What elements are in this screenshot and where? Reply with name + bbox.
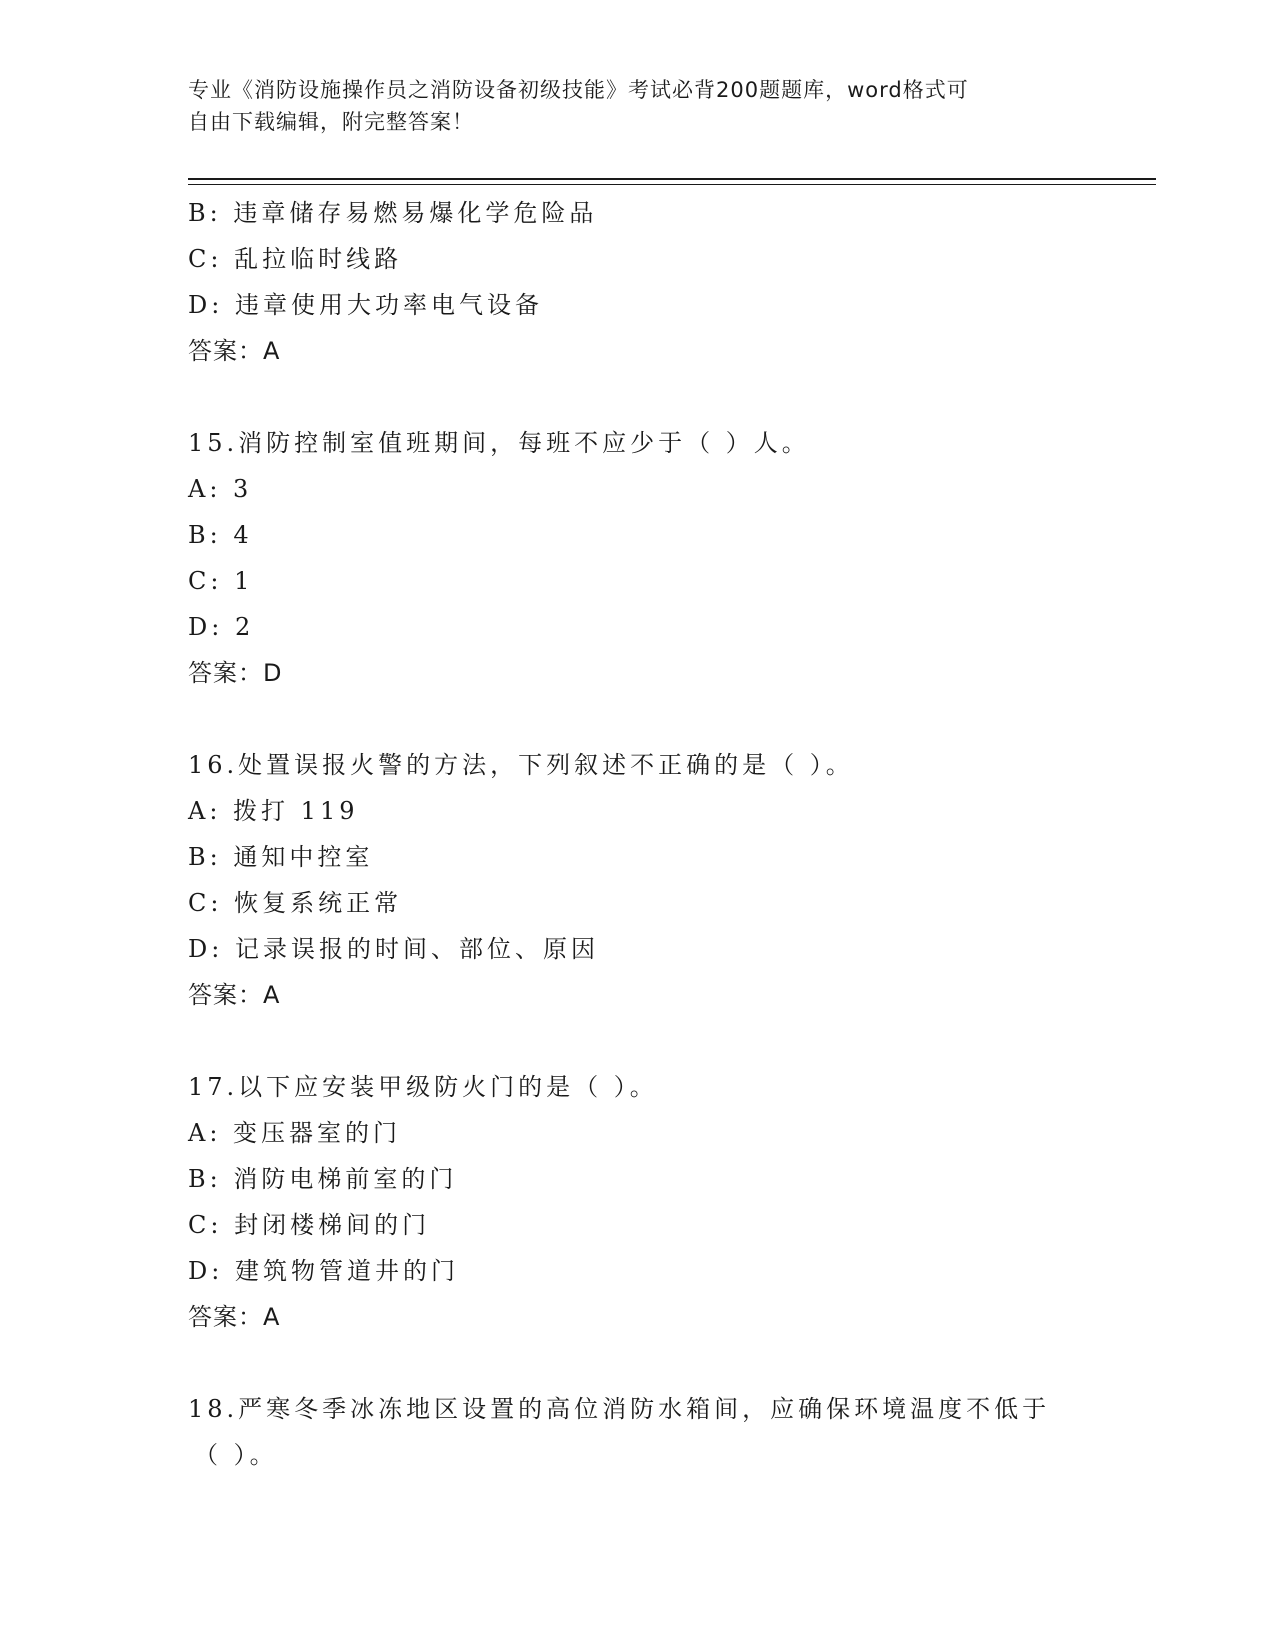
option-a: A: 3 xyxy=(188,475,253,503)
question-block-18 xyxy=(188,1386,1128,1478)
option-b: B: 违章储存易燃易爆化学危险品 xyxy=(188,199,598,227)
question-stem-continuation: （ ）。 xyxy=(194,1441,278,1469)
question-block-14-continued xyxy=(188,190,1128,374)
option-d: D: 记录误报的时间、部位、原因 xyxy=(188,935,599,963)
option-b: B: 4 xyxy=(188,521,253,549)
question-stem: 18.严寒冬季冰冻地区设置的高位消防水箱间，应确保环境温度不低于 xyxy=(188,1395,1051,1423)
answer-line: 答案：A xyxy=(188,981,281,1009)
option-a: A: 拨打 119 xyxy=(188,797,359,825)
answer-line: 答案：A xyxy=(188,1303,281,1331)
option-c: C: 1 xyxy=(188,567,254,595)
question-block-17 xyxy=(188,1064,1128,1340)
question-stem: 15.消防控制室值班期间，每班不应少于（ ）人。 xyxy=(188,429,810,457)
question-block-15 xyxy=(188,420,1128,696)
header-divider-thin xyxy=(188,184,1156,185)
option-d: D: 建筑物管道井的门 xyxy=(188,1257,459,1285)
question-block-16 xyxy=(188,742,1128,1018)
header-title-line-1: 专业《消防设施操作员之消防设备初级技能》考试必背200题题库，word格式可 xyxy=(188,78,969,102)
document-header xyxy=(188,74,1078,138)
spacer xyxy=(188,1340,1128,1386)
option-b: B: 通知中控室 xyxy=(188,843,374,871)
answer-line: 答案：D xyxy=(188,659,283,687)
option-b: B: 消防电梯前室的门 xyxy=(188,1165,458,1193)
option-d: D: 2 xyxy=(188,613,255,641)
question-stem: 16.处置误报火警的方法，下列叙述不正确的是（ ）。 xyxy=(188,751,854,779)
spacer xyxy=(188,696,1128,742)
question-stem: 17.以下应安装甲级防火门的是（ ）。 xyxy=(188,1073,658,1101)
option-d: D: 违章使用大功率电气设备 xyxy=(188,291,543,319)
option-c: C: 封闭楼梯间的门 xyxy=(188,1211,431,1239)
question-list xyxy=(188,190,1128,1478)
answer-line: 答案：A xyxy=(188,337,281,365)
option-c: C: 恢复系统正常 xyxy=(188,889,403,917)
option-c: C: 乱拉临时线路 xyxy=(188,245,403,273)
option-a: A: 变压器室的门 xyxy=(188,1119,402,1147)
header-title-line-2: 自由下载编辑，附完整答案！ xyxy=(188,110,474,134)
header-divider-thick xyxy=(188,178,1156,180)
spacer xyxy=(188,374,1128,420)
spacer xyxy=(188,1018,1128,1064)
